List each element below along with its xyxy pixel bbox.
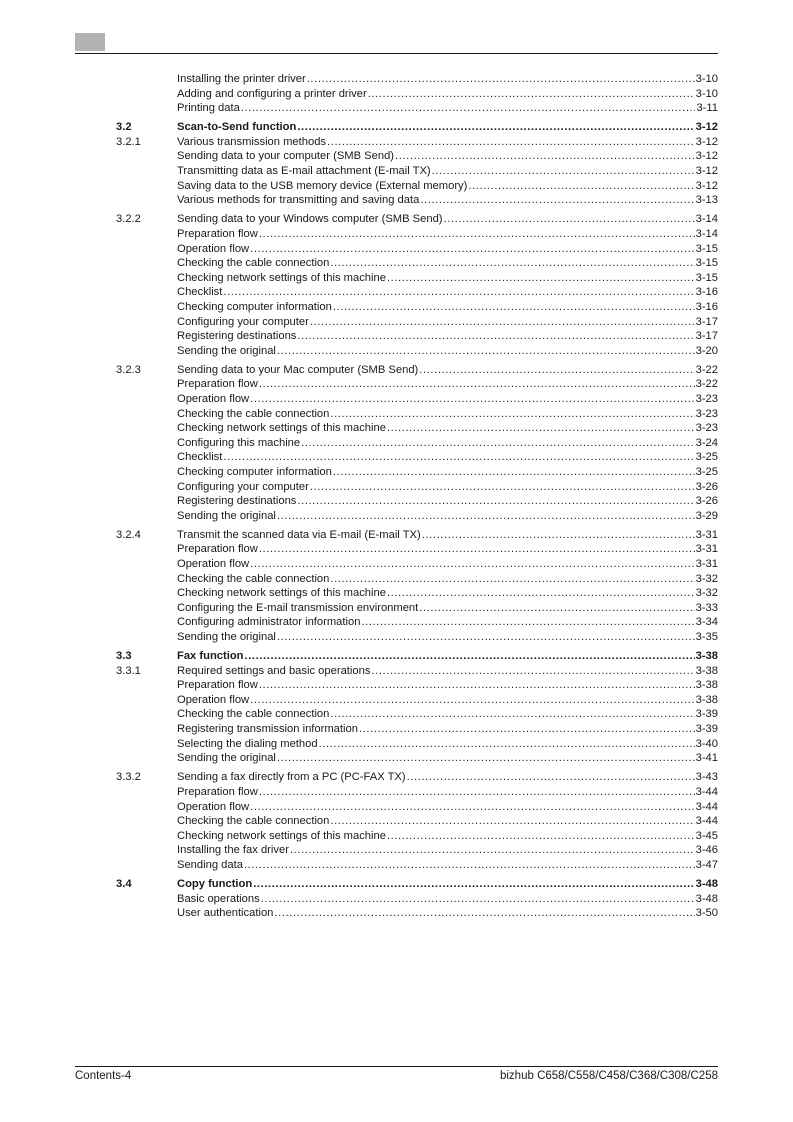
toc-entry-line xyxy=(177,421,718,436)
toc-page-number: 3-11 xyxy=(696,102,718,115)
toc-dot-leader xyxy=(333,465,695,480)
toc-entry-title: Installing the printer driver xyxy=(177,73,306,85)
toc-page-number: 3-48 xyxy=(695,877,718,890)
toc-dot-leader xyxy=(387,421,695,436)
toc-page-number: 3-44 xyxy=(695,815,718,828)
toc-entry-title: Sending the original xyxy=(177,344,276,357)
toc-page-number: 3-13 xyxy=(695,194,718,207)
toc-page-number: 3-24 xyxy=(695,436,718,449)
toc-dot-leader xyxy=(250,392,694,407)
toc-section-number: 3.2.1 xyxy=(116,135,141,148)
toc-page-number: 3-38 xyxy=(695,693,718,706)
toc-dot-leader xyxy=(277,630,695,645)
toc-entry[interactable] xyxy=(75,344,718,359)
toc-entry-title: Installing the fax driver xyxy=(177,844,289,857)
toc-page-number: 3-17 xyxy=(695,330,718,343)
toc-entry-line xyxy=(177,843,718,858)
toc-page-number: 3-38 xyxy=(695,650,718,663)
toc-entry-line xyxy=(177,329,718,344)
toc-entry-title: Sending data xyxy=(177,858,243,871)
toc-dot-leader xyxy=(432,164,695,179)
toc-entry-title: Operation flow xyxy=(177,392,250,405)
toc-dot-leader xyxy=(244,858,695,873)
toc-entry-line xyxy=(177,572,718,587)
toc-entry[interactable] xyxy=(75,242,718,257)
toc-entry-title: Various methods for transmitting and saving data xyxy=(177,194,420,207)
toc-entry-line xyxy=(177,193,718,208)
toc-entry-title: Printing data xyxy=(177,102,240,115)
toc-entry-line xyxy=(177,407,718,422)
toc-entry-title: Sending a fax directly from a PC (PC-FAX TX) xyxy=(177,771,406,784)
toc-dot-leader xyxy=(250,242,694,257)
toc-entry-line xyxy=(177,363,718,378)
toc-entry-title: Operation flow xyxy=(177,242,250,255)
toc-entry[interactable] xyxy=(75,101,718,116)
toc-entry-title: Operation flow xyxy=(177,558,250,570)
toc-dot-leader xyxy=(261,892,695,907)
toc-page-number: 3-12 xyxy=(695,165,718,178)
toc-page-number: 3-16 xyxy=(695,300,718,313)
toc-entry-title: Adding and configuring a printer driver xyxy=(177,87,367,100)
toc-entry-line xyxy=(177,179,718,194)
toc-page-number: 3-50 xyxy=(695,907,718,920)
toc-entry-title: Configuring administrator information xyxy=(177,616,361,629)
toc-entry[interactable] xyxy=(75,707,718,722)
toc-entry-line xyxy=(177,135,718,150)
toc-dot-leader xyxy=(330,572,694,587)
toc-entry[interactable] xyxy=(75,586,718,601)
toc-entry-title: User authentication xyxy=(177,907,274,920)
toc-page-number: 3-43 xyxy=(695,771,718,784)
toc-dot-leader xyxy=(359,722,695,737)
toc-entry[interactable] xyxy=(75,72,718,87)
toc-page-number: 3-25 xyxy=(695,465,718,478)
toc-entry[interactable] xyxy=(75,649,718,664)
toc-entry-line xyxy=(177,509,718,524)
toc-entry[interactable] xyxy=(75,630,718,645)
toc-entry-title: Preparation flow xyxy=(177,785,258,798)
toc-dot-leader xyxy=(277,344,695,359)
toc-entry[interactable] xyxy=(75,421,718,436)
toc-dot-leader xyxy=(361,615,694,630)
toc-entry[interactable] xyxy=(75,465,718,480)
toc-dot-leader xyxy=(330,256,694,271)
toc-dot-leader xyxy=(297,120,694,135)
toc-page-number: 3-26 xyxy=(695,495,718,508)
toc-dot-leader xyxy=(327,135,695,150)
toc-dot-leader xyxy=(310,315,695,330)
toc-dot-leader xyxy=(223,450,694,465)
toc-dot-leader xyxy=(333,300,695,315)
toc-dot-leader xyxy=(387,586,695,601)
toc-dot-leader xyxy=(310,480,695,495)
toc-entry-title: Checking network settings of this machine xyxy=(177,271,386,284)
toc-entry-title: Configuring the E-mail transmission environment xyxy=(177,601,419,614)
toc-section-number: 3.2.2 xyxy=(116,213,141,226)
toc-entry-title: Registering destinations xyxy=(177,330,297,343)
toc-entry-line xyxy=(177,256,718,271)
toc-dot-leader xyxy=(223,285,694,300)
toc-dot-leader xyxy=(419,601,694,616)
toc-dot-leader xyxy=(444,212,695,227)
toc-page-number: 3-12 xyxy=(695,179,718,192)
toc-page-number: 3-17 xyxy=(695,315,718,328)
toc-entry[interactable] xyxy=(75,751,718,766)
toc-entry-line xyxy=(177,649,718,664)
toc-entry-title: Configuring this machine xyxy=(177,436,301,449)
toc-dot-leader xyxy=(297,494,694,509)
toc-entry-line xyxy=(177,542,718,557)
toc-entry-line xyxy=(177,149,718,164)
toc-dot-leader xyxy=(253,877,694,892)
toc-entry-title: Operation flow xyxy=(177,800,250,813)
toc-entry[interactable] xyxy=(75,770,718,785)
toc-entry-title: Checking network settings of this machine xyxy=(177,587,386,600)
toc-entry-line xyxy=(177,227,718,242)
toc-entry-line xyxy=(177,344,718,359)
toc-entry[interactable] xyxy=(75,892,718,907)
toc-entry-line xyxy=(177,436,718,451)
toc-entry-line xyxy=(177,829,718,844)
toc-entry-title: Fax function xyxy=(177,650,244,663)
toc-entry[interactable] xyxy=(75,480,718,495)
footer-rule xyxy=(75,1066,718,1067)
toc-entry[interactable] xyxy=(75,737,718,752)
toc-entry-title: Preparation flow xyxy=(177,679,258,692)
toc-page-number: 3-12 xyxy=(695,121,718,134)
toc-page-number: 3-32 xyxy=(695,572,718,585)
toc-dot-leader xyxy=(241,101,696,116)
toc-entry-title: Various transmission methods xyxy=(177,135,327,148)
toc-section-number: 3.3.1 xyxy=(116,664,141,677)
toc-entry-title: Checking the cable connection xyxy=(177,708,330,721)
toc-page-number: 3-31 xyxy=(695,558,718,570)
toc-entry-title: Checking the cable connection xyxy=(177,407,330,420)
toc-page-number: 3-22 xyxy=(695,378,718,391)
toc-dot-leader xyxy=(307,72,695,87)
toc-entry-title: Transmit the scanned data via E-mail (E-mail TX) xyxy=(177,528,421,541)
toc-page-number: 3-16 xyxy=(695,286,718,299)
toc-entry[interactable] xyxy=(75,557,718,572)
toc-entry-line xyxy=(177,494,718,509)
toc-entry-line xyxy=(177,858,718,873)
header-rule xyxy=(75,53,718,54)
toc-entry-line xyxy=(177,892,718,907)
toc-entry-line xyxy=(177,814,718,829)
toc-entry[interactable] xyxy=(75,843,718,858)
toc-entry-line xyxy=(177,615,718,630)
toc-entry-title: Checking the cable connection xyxy=(177,572,330,585)
toc-page-number: 3-39 xyxy=(695,723,718,736)
toc-entry-title: Transmitting data as E-mail attachment (E-mail TX) xyxy=(177,165,431,178)
toc-page-number: 3-15 xyxy=(695,257,718,270)
toc-entry-title: Registering destinations xyxy=(177,495,297,508)
toc-dot-leader xyxy=(422,528,695,543)
toc-entry[interactable] xyxy=(75,377,718,392)
toc-entry-title: Checking network settings of this machine xyxy=(177,422,386,435)
toc-page-number: 3-33 xyxy=(695,601,718,614)
toc-dot-leader xyxy=(387,271,695,286)
toc-dot-leader xyxy=(250,800,694,815)
toc-section-number: 3.2.3 xyxy=(116,363,141,376)
toc-entry-line xyxy=(177,120,718,135)
toc-section-number: 3.3.2 xyxy=(116,771,141,784)
toc-page-number: 3-38 xyxy=(695,664,718,677)
toc-page-number: 3-20 xyxy=(695,344,718,357)
toc-entry[interactable] xyxy=(75,271,718,286)
toc-section-number: 3.2 xyxy=(116,121,132,134)
toc-entry-line xyxy=(177,528,718,543)
toc-entry-line xyxy=(177,601,718,616)
toc-dot-leader xyxy=(259,678,695,693)
toc-entry-line xyxy=(177,751,718,766)
toc-page-number: 3-40 xyxy=(695,737,718,750)
toc-dot-leader xyxy=(259,377,695,392)
page-marker xyxy=(75,33,105,51)
toc-entry[interactable] xyxy=(75,179,718,194)
toc-page-number: 3-35 xyxy=(695,630,718,643)
toc-entry-title: Checking the cable connection xyxy=(177,257,330,270)
toc-entry-line xyxy=(177,315,718,330)
toc-page-number: 3-41 xyxy=(695,752,718,765)
toc-entry[interactable] xyxy=(75,814,718,829)
toc-entry-line xyxy=(177,101,718,116)
toc-dot-leader xyxy=(259,227,695,242)
toc-page-number: 3-14 xyxy=(695,227,718,240)
toc-entry-title: Sending data to your computer (SMB Send) xyxy=(177,150,395,163)
toc-entry-line xyxy=(177,737,718,752)
toc-entry-line xyxy=(177,212,718,227)
toc-page-number: 3-47 xyxy=(695,858,718,871)
toc-dot-leader xyxy=(407,770,695,785)
toc-page-number: 3-38 xyxy=(695,679,718,692)
toc-page-number: 3-31 xyxy=(695,528,718,541)
toc-page-number: 3-12 xyxy=(695,150,718,163)
toc-entry-line xyxy=(177,586,718,601)
toc-entry-title: Basic operations xyxy=(177,892,260,905)
toc-entry[interactable] xyxy=(75,329,718,344)
toc-entry[interactable] xyxy=(75,193,718,208)
toc-entry-title: Saving data to the USB memory device (External memory) xyxy=(177,179,468,192)
toc-page-number: 3-25 xyxy=(695,451,718,464)
toc-entry-line xyxy=(177,722,718,737)
toc-page-number: 3-44 xyxy=(695,800,718,813)
toc-entry[interactable] xyxy=(75,785,718,800)
toc-page-number: 3-44 xyxy=(695,785,718,798)
toc-dot-leader xyxy=(420,193,694,208)
toc-dot-leader xyxy=(277,751,695,766)
toc-entry-line xyxy=(177,678,718,693)
toc-entry-title: Operation flow xyxy=(177,693,250,706)
toc-entry-line xyxy=(177,693,718,708)
toc-entry[interactable] xyxy=(75,858,718,873)
toc-entry[interactable] xyxy=(75,800,718,815)
toc-page-number: 3-12 xyxy=(695,135,718,148)
toc-dot-leader xyxy=(371,664,694,679)
toc-entry[interactable] xyxy=(75,149,718,164)
toc-entry[interactable] xyxy=(75,436,718,451)
toc-dot-leader xyxy=(290,843,695,858)
toc-dot-leader xyxy=(250,693,694,708)
toc-entry[interactable] xyxy=(75,601,718,616)
toc-page-number: 3-15 xyxy=(695,242,718,255)
toc-entry[interactable] xyxy=(75,693,718,708)
toc-dot-leader xyxy=(330,407,694,422)
toc-dot-leader xyxy=(274,906,694,921)
toc-entry[interactable] xyxy=(75,256,718,271)
toc-entry-title: Registering transmission information xyxy=(177,723,358,736)
toc-section-number: 3.4 xyxy=(116,877,132,890)
toc-entry-title: Sending the original xyxy=(177,630,276,643)
toc-page-number: 3-23 xyxy=(695,392,718,405)
toc-dot-leader xyxy=(245,649,695,664)
toc-entry-line xyxy=(177,630,718,645)
toc-page-number: 3-31 xyxy=(695,543,718,556)
toc-page-number: 3-29 xyxy=(695,509,718,522)
toc-entry-line xyxy=(177,450,718,465)
toc-entry-title: Checklist xyxy=(177,286,223,299)
toc-entry-title: Sending the original xyxy=(177,752,276,765)
toc-dot-leader xyxy=(468,179,694,194)
toc-entry[interactable] xyxy=(75,212,718,227)
toc-entry-line xyxy=(177,877,718,892)
toc-dot-leader xyxy=(330,814,694,829)
toc-entry-title: Checking the cable connection xyxy=(177,815,330,828)
toc-page-number: 3-10 xyxy=(695,73,718,85)
toc-entry-line xyxy=(177,707,718,722)
toc-entry[interactable] xyxy=(75,164,718,179)
toc-entry-line xyxy=(177,770,718,785)
toc-page-number: 3-48 xyxy=(695,892,718,905)
toc-entry-title: Selecting the dialing method xyxy=(177,737,318,750)
toc-dot-leader xyxy=(368,87,695,102)
toc-section-number: 3.3 xyxy=(116,650,132,663)
toc-page-number: 3-10 xyxy=(695,87,718,100)
toc-entry-title: Configuring your computer xyxy=(177,315,309,328)
toc-page-number: 3-15 xyxy=(695,271,718,284)
toc-dot-leader xyxy=(259,542,695,557)
toc-entry-line xyxy=(177,785,718,800)
toc-entry-title: Sending data to your Mac computer (SMB Send) xyxy=(177,363,419,376)
toc-entry-line xyxy=(177,87,718,102)
toc-dot-leader xyxy=(301,436,694,451)
toc-entry[interactable] xyxy=(75,227,718,242)
toc-dot-leader xyxy=(387,829,695,844)
toc-page-number: 3-45 xyxy=(695,829,718,842)
toc-entry[interactable] xyxy=(75,87,718,102)
toc-entry[interactable] xyxy=(75,722,718,737)
toc-dot-leader xyxy=(259,785,695,800)
toc-entry-line xyxy=(177,800,718,815)
toc-page-number: 3-39 xyxy=(695,708,718,721)
toc-entry[interactable] xyxy=(75,678,718,693)
toc-entry-title: Sending data to your Windows computer (SMB Send) xyxy=(177,213,443,226)
toc-entry[interactable] xyxy=(75,392,718,407)
toc-entry-line xyxy=(177,906,718,921)
toc-entry-line xyxy=(177,285,718,300)
toc-entry-line xyxy=(177,271,718,286)
toc-entry-title: Configuring your computer xyxy=(177,480,309,493)
toc-entry-title: Checklist xyxy=(177,451,223,464)
toc-entry[interactable] xyxy=(75,450,718,465)
toc-entry-title: Preparation flow xyxy=(177,227,258,240)
toc-entry-title: Preparation flow xyxy=(177,543,258,556)
toc-entry[interactable] xyxy=(75,829,718,844)
toc-entry-line xyxy=(177,465,718,480)
toc-dot-leader xyxy=(319,737,695,752)
toc-entry[interactable] xyxy=(75,135,718,150)
toc-page-number: 3-46 xyxy=(695,844,718,857)
toc-entry-line xyxy=(177,72,718,87)
toc-entry[interactable] xyxy=(75,407,718,422)
toc-entry-title: Sending the original xyxy=(177,509,276,522)
toc-entry[interactable] xyxy=(75,494,718,509)
toc-entry-line xyxy=(177,480,718,495)
toc-entry-line xyxy=(177,164,718,179)
toc-entry[interactable] xyxy=(75,542,718,557)
table-of-contents xyxy=(75,72,718,921)
toc-entry[interactable] xyxy=(75,906,718,921)
toc-entry[interactable] xyxy=(75,363,718,378)
toc-page-number: 3-22 xyxy=(695,363,718,376)
toc-page-number: 3-14 xyxy=(695,213,718,226)
toc-entry-title: Preparation flow xyxy=(177,378,258,391)
toc-dot-leader xyxy=(395,149,695,164)
toc-entry-title: Required settings and basic operations xyxy=(177,664,371,677)
toc-dot-leader xyxy=(419,363,694,378)
toc-section-number: 3.2.4 xyxy=(116,528,141,541)
toc-dot-leader xyxy=(277,509,695,524)
toc-dot-leader xyxy=(297,329,694,344)
toc-entry-title: Checking computer information xyxy=(177,300,332,313)
toc-entry-line xyxy=(177,557,718,572)
toc-page-number: 3-32 xyxy=(695,587,718,600)
toc-entry-title: Scan-to-Send function xyxy=(177,121,297,134)
toc-entry[interactable] xyxy=(75,664,718,679)
toc-entry[interactable] xyxy=(75,572,718,587)
toc-entry[interactable] xyxy=(75,300,718,315)
toc-entry[interactable] xyxy=(75,528,718,543)
footer-page-label: Contents-4 xyxy=(75,1070,132,1082)
toc-entry-line xyxy=(177,392,718,407)
footer-model-name: bizhub C658/C558/C458/C368/C308/C258 xyxy=(499,1070,718,1082)
toc-entry-line xyxy=(177,242,718,257)
toc-entry-title: Copy function xyxy=(177,877,253,890)
toc-entry[interactable] xyxy=(75,509,718,524)
toc-entry-title: Checking network settings of this machine xyxy=(177,829,386,842)
toc-entry[interactable] xyxy=(75,120,718,135)
toc-page-number: 3-23 xyxy=(695,407,718,420)
toc-dot-leader xyxy=(250,557,694,572)
toc-entry-title: Checking computer information xyxy=(177,465,332,478)
toc-entry[interactable] xyxy=(75,315,718,330)
toc-entry-line xyxy=(177,664,718,679)
toc-entry-line xyxy=(177,377,718,392)
toc-page-number: 3-23 xyxy=(695,422,718,435)
toc-entry[interactable] xyxy=(75,285,718,300)
toc-entry[interactable] xyxy=(75,615,718,630)
toc-page-number: 3-34 xyxy=(695,616,718,629)
toc-page-number: 3-26 xyxy=(695,480,718,493)
toc-entry-line xyxy=(177,300,718,315)
toc-entry[interactable] xyxy=(75,877,718,892)
toc-dot-leader xyxy=(330,707,694,722)
